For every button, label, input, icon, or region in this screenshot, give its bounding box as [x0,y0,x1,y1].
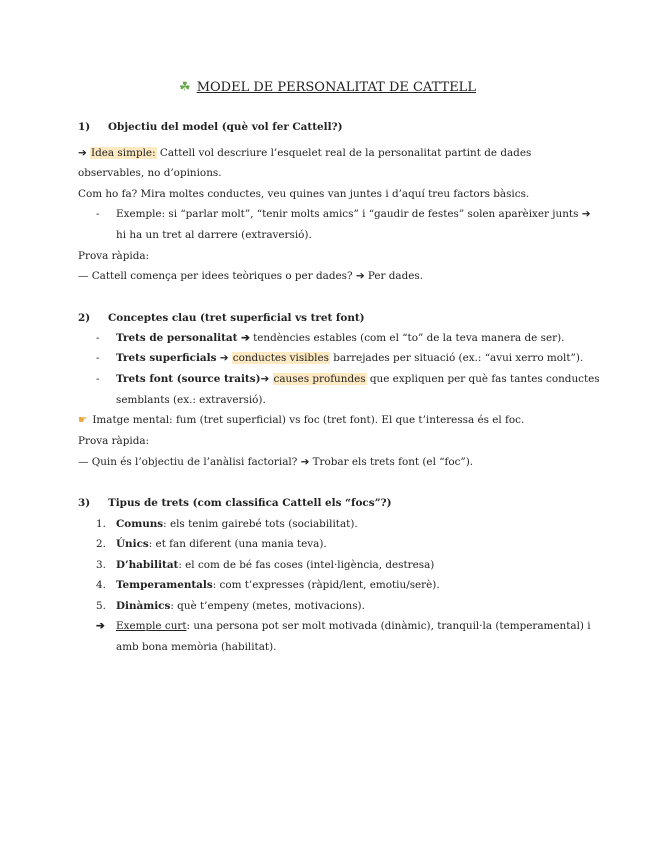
arrow-icon: ➔ [78,147,87,159]
idea-line: ➔ Idea simple: Cattell vol descriure l’esquelet real de la personalitat partint de dades [78,147,532,159]
example-short-cont: amb bona memòria (habilitat). [116,641,277,653]
arrow-icon: ➔ [96,620,105,632]
mental-image-line: ☛ Imatge mental: fum (tret superficial) vs foc (tret font). El que t’interessa és el foc. [78,414,525,426]
quick-test-qa: — Cattell comença per idees teòriques o per dades? ➔ Per dades. [78,270,424,282]
how-text: Com ho fa? Mira moltes conductes, veu quines van juntes i d’aquí treu factors bàsics. [78,188,530,200]
section-3-heading: 3) Tipus de trets (com classifica Cattell els “focs”?) [78,497,392,509]
idea-line-2: observables, no d’opinions. [78,167,222,179]
page-title: ☘ MODEL DE PERSONALITAT DE CATTELL [179,80,476,95]
leaf-icon: ☘ [179,80,191,95]
idea-label: Idea simple: [91,147,156,159]
example-item-cont: hi ha un tret al darrere (extraversió). [116,229,312,241]
document-page: ☘ MODEL DE PERSONALITAT DE CATTELL 1) Objectiu del model (què vol fer Cattell?) ➔ Idea simple: Cattell vol descriure l’esquelet real de la personalitat partint de dades observables, no d’opinions. Com ho fa? Mira moltes conductes, veu quines van juntes i d’aquí treu factors bàsics. - Exemple: si “parlar molt”, “tenir molts amics” i “gaudir de festes” solen aparèixer junts ➔ hi ha un tret al darrere (extraversió). Prova ràpida: — Cattell comença per idees teòriques o per dades? ➔ Per dades. 2) Conceptes clau (tret superficial vs tret font) - Trets de personalitat ➔ tendències estables (com el “to” de la teva manera de ser). - Trets superficials ➔ conductes visibles barrejades per situació (ex.: “avui xerro molt”). - Trets font (source traits)➔ causes profundes que expliquen per què fas tantes conductes semblants (ex.: extraversió). ☛ Imatge mental: fum (tret superficial) vs foc (tret font). El que t’interessa és el foc. Prova ràpida: — Quin és l’objectiu de l’anàlisi factorial? ➔ Trobar els trets font (el “foc”). 3) Tipus de trets (com classifica Cattell els “focs”?) 1. Comuns: els tenim gairebé tots (sociabilitat). 2. Únics: et fan diferent (una mania teva). 3. D’habilitat: el com de bé fas coses (intel·ligència, destresa) 4. Temperamentals: com t’expresses (ràpid/lent, emotiu/serè). 5. Dinàmics: què t’empeny (metes, motivacions). ➔ Exemple curt: una persona pot ser molt motivada (dinàmic), tranquil·la (temperamental) i amb bona memòria (habilitat). [0,0,655,848]
quick-test-qa: — Quin és l’objectiu de l’anàlisi factorial? ➔ Trobar els trets font (el “foc”). [78,456,474,468]
quick-test-label: Prova ràpida: [78,250,150,262]
pointing-hand-icon: ☛ [78,414,88,426]
section-1-heading: 1) Objectiu del model (què vol fer Cattell?) [78,121,343,133]
quick-test-label: Prova ràpida: [78,435,150,447]
section-2-heading: 2) Conceptes clau (tret superficial vs tret font) [78,312,365,324]
concept-item-cont: semblants (ex.: extraversió). [116,394,266,406]
